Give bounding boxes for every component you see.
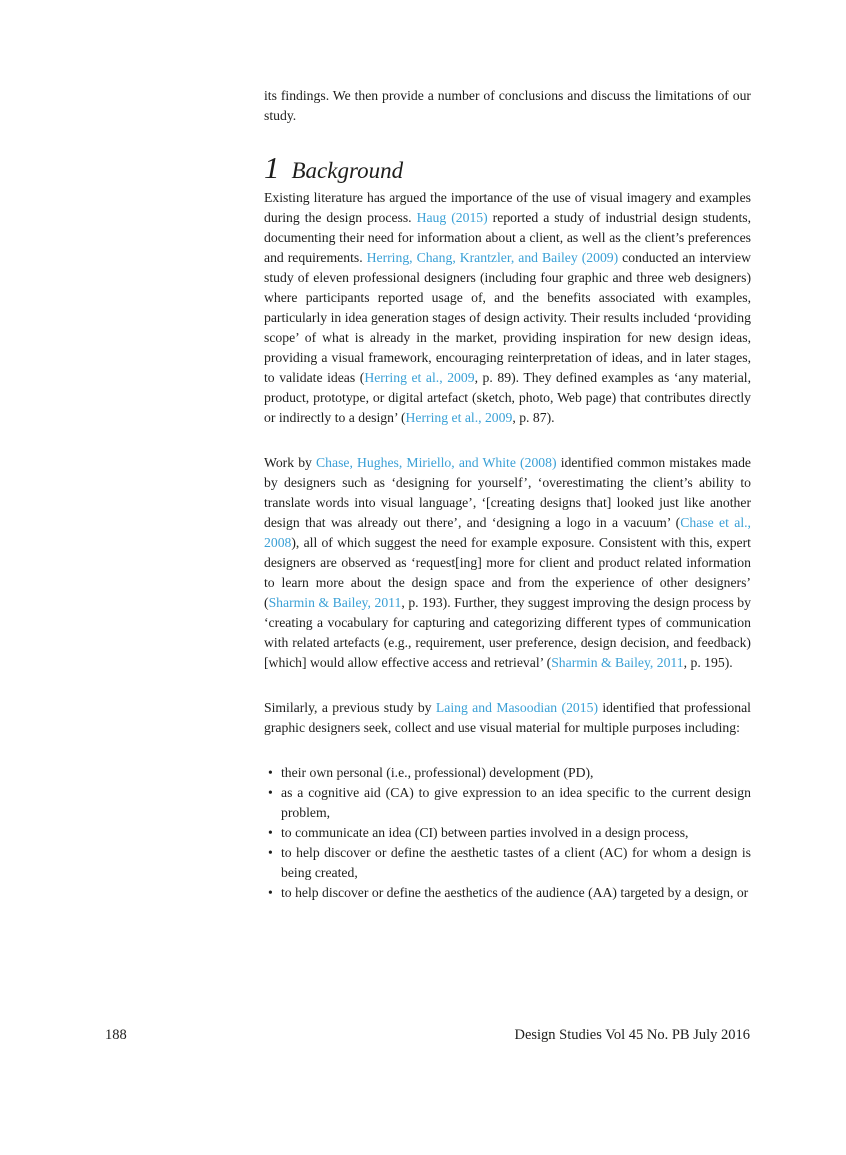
citation-link[interactable]: Herring et al., 2009 bbox=[364, 370, 475, 385]
bullet-item: • to help discover or define the aesthetic tastes of a client (AC) for whom a design is being created, bbox=[281, 843, 751, 883]
article-content bbox=[264, 86, 751, 903]
citation-link[interactable]: Haug (2015) bbox=[416, 210, 488, 225]
intro-paragraph: its findings. We then provide a number of conclusions and discuss the limitations of our study. bbox=[264, 88, 751, 123]
section-heading bbox=[264, 151, 751, 185]
bullet-item: • their own personal (i.e., professional) development (PD), bbox=[281, 763, 751, 783]
citation-link[interactable]: Chase, Hughes, Miriello, and White (2008) bbox=[316, 455, 557, 470]
paragraph-background-2: Work by Chase, Hughes, Miriello, and White (2008) identified common mistakes made by designers such as ‘designing for yourself’, ‘overestimating the client’s ability to translate words into visual language’, ‘[creating designs that] looked just like another design that was already out there’, and ‘designing a logo in a vacuum’ (Chase et al., 2008), all of which suggest the need for example exposure. Consistent with this, expert designers are observed as ‘request[ing] more for client and product related information to learn more about the design space and from the experience of other designers’ (Sharmin & Bailey, 2011, p. 193). Further, they suggest improving the design process by ‘creating a vocabulary for capturing and categorizing different types of communication with related artefacts (e.g., requirement, user preference, design decision, and feedback) [which] would allow effective access and retrieval’ (Sharmin & Bailey, 2011, p. 195). bbox=[264, 455, 751, 670]
citation-link[interactable]: Sharmin & Bailey, 2011 bbox=[551, 655, 684, 670]
paragraph-background-3: Similarly, a previous study by Laing and Masoodian (2015) identified that professional graphic designers seek, collect and use visual material for multiple purposes including: bbox=[264, 700, 751, 735]
section-title: Background bbox=[291, 158, 404, 183]
section-number: 1 bbox=[264, 150, 280, 185]
bullet-item: • to help discover or define the aesthetics of the audience (AA) targeted by a design, or bbox=[281, 883, 751, 903]
page-footer bbox=[105, 1026, 750, 1044]
bullet-item: • as a cognitive aid (CA) to give expression to an idea specific to the current design problem, bbox=[281, 783, 751, 823]
citation-link[interactable]: Herring, Chang, Krantzler, and Bailey (2009) bbox=[366, 250, 619, 265]
citation-link[interactable]: Herring et al., 2009 bbox=[405, 410, 513, 425]
paragraph-background-1: Existing literature has argued the importance of the use of visual imagery and examples during the design process. Haug (2015) reported a study of industrial design students, documenting their need for information about a client, as well as the client’s preferences and requirements. Herring, Chang, Krantzler, and Bailey (2009) conducted an interview study of eleven professional designers (including four graphic and three web designers) where participants reported usage of, and the benefits associated with examples, particularly in idea generation stages of design activity. Their results included ‘providing scope’ of what is already in the market, providing inspiration for new design ideas, providing a visual framework, encouraging reinterpretation of ideas, and in later stages, to validate ideas (Herring et al., 2009, p. 89). They defined examples as ‘any material, product, prototype, or digital artefact (sketch, photo, Web page) that contributes directly or indirectly to a design’ (Herring et al., 2009, p. 87). bbox=[264, 190, 752, 425]
citation-link[interactable]: Chase et al., 2008 bbox=[264, 515, 751, 550]
citation-link[interactable]: Sharmin & Bailey, 2011 bbox=[268, 595, 402, 610]
bullet-item: • to communicate an idea (CI) between parties involved in a design process, bbox=[281, 823, 751, 843]
bullet-list bbox=[264, 763, 751, 903]
footer-page-number: 188 bbox=[105, 1027, 127, 1043]
citation-link[interactable]: Laing and Masoodian (2015) bbox=[435, 700, 598, 715]
footer-journal-info: Design Studies Vol 45 No. PB July 2016 bbox=[514, 1027, 750, 1043]
